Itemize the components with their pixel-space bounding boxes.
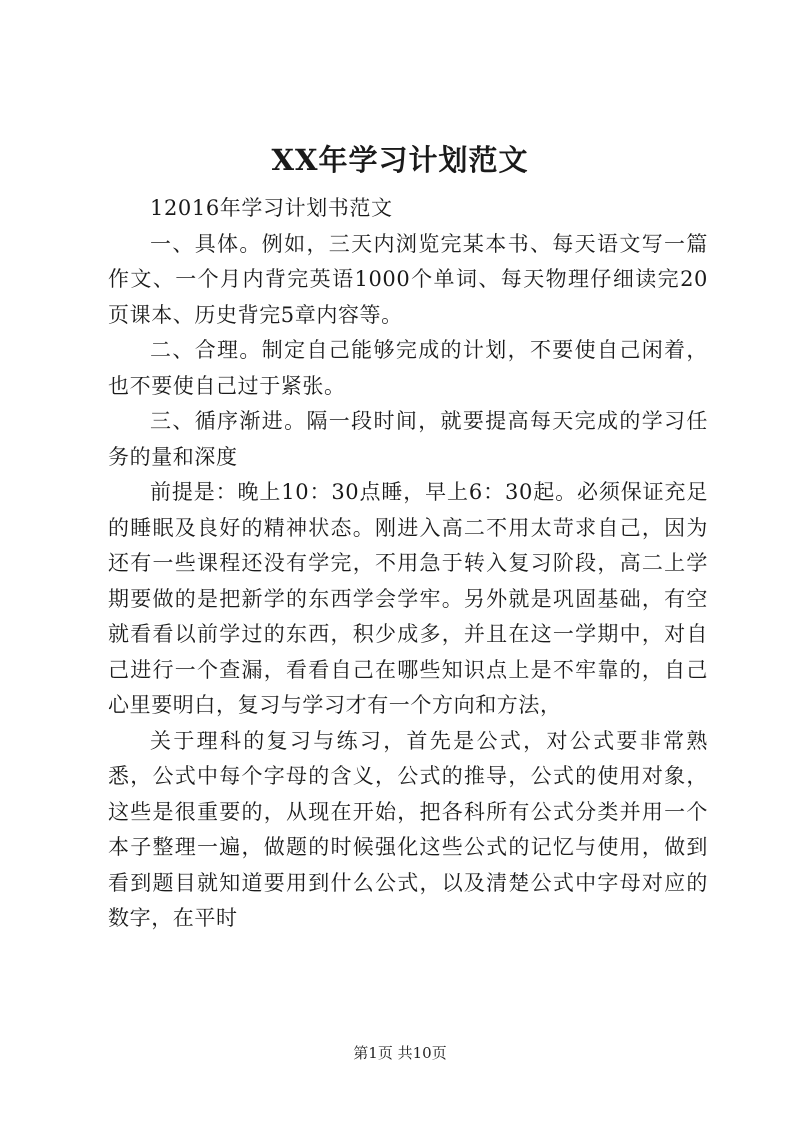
paragraph-3: 二、合理。制定自己能够完成的计划，不要使自己闲着，也不要使自己过于紧张。 [108,338,708,398]
paragraph-1: 12016年学习计划书范文 [150,196,393,220]
paragraph-4: 三、循序渐进。隔一段时间，就要提高每天完成的学习任务的量和深度 [108,409,708,469]
paragraph-5: 前提是：晚上10：30点睡，早上6：30起。必须保证充足的睡眠及良好的精神状态。刚进入高二不用太苛求自己，因为还有一些课程还没有学完，不用急于转入复习阶段，高二上学期要做的是把新学的东西学会学牢。另外就是巩固基础，有空就看看以前学过的东西，积少成多，并且在这一学期中，对自己进行一个查漏，看看自己在哪些知识点上是不牢靠的，自己心里要明白，复习与学习才有一个方向和方法， [108,480,708,717]
document-body [108,191,708,937]
paragraph-2: 一、具体。例如，三天内浏览完某本书、每天语文写一篇作文、一个月内背完英语1000个单词、每天物理仔细读完20页课本、历史背完5章内容等。 [108,231,708,327]
page-number-footer: 第1页 共10页 [353,1044,447,1062]
paragraph-6: 关于理科的复习与练习，首先是公式，对公式要非常熟悉，公式中每个字母的含义，公式的推导，公式的使用对象，这些是很重要的，从现在开始，把各科所有公式分类并用一个本子整理一遍，做题的时候强化这些公式的记忆与使用，做到看到题目就知道要用到什么公式，以及清楚公式中字母对应的数字，在平时 [108,728,708,930]
document-title: XX年学习计划范文 [271,143,529,177]
